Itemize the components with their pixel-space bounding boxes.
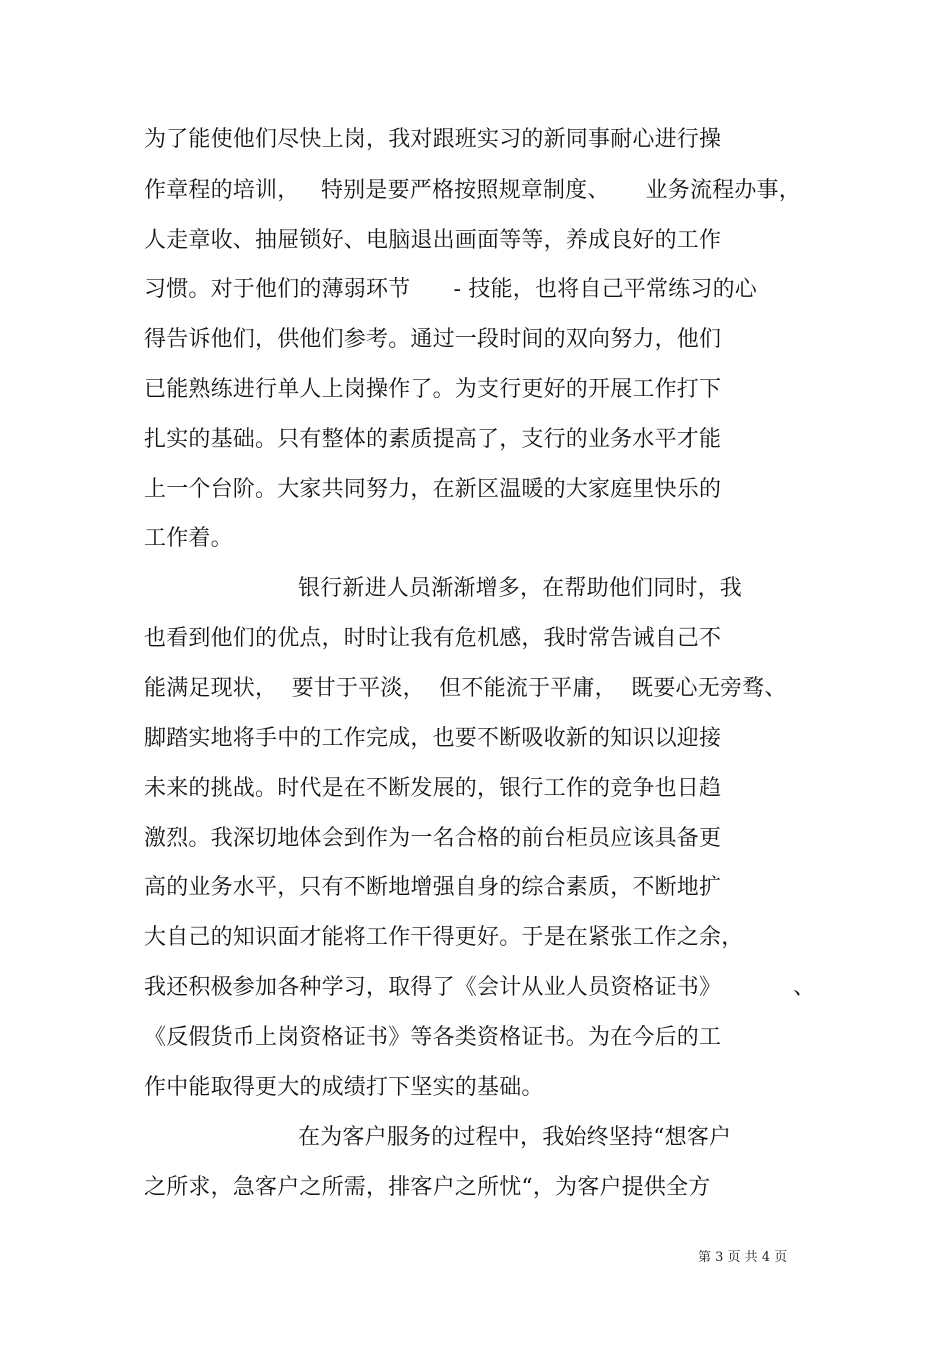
paragraph-1-line-2: 作章程的培训， 特别是要严格按照规章制度、 业务流程办事， <box>144 178 801 203</box>
paragraph-1-line-4: 习惯。对于他们的薄弱环节 - 技能，也将自己平常练习的心 <box>144 277 757 302</box>
paragraph-2-line-7: 高的业务水平，只有不断地增强自身的综合素质，不断地扩 <box>144 875 722 900</box>
paragraph-3-line-2: 之所求，急客户之所需，排客户之所忧“，为客户提供全方 <box>144 1175 711 1200</box>
paragraph-1-line-5: 得告诉他们，供他们参考。通过一段时间的双向努力，他们 <box>144 327 722 352</box>
paragraph-1-line-1: 为了能使他们尽快上岗，我对跟班实习的新同事耐心进行操 <box>144 127 722 152</box>
page-number-footer: 第 3 页 共 4 页 <box>698 1250 788 1265</box>
paragraph-1-line-7: 扎实的基础。只有整体的素质提高了，支行的业务水平才能 <box>144 427 722 452</box>
paragraph-2-line-9: 我还积极参加各种学习，取得了《会计从业人员资格证书》 、 <box>144 975 816 1000</box>
paragraph-2-line-8: 大自己的知识面才能将工作干得更好。于是在紧张工作之余， <box>144 925 744 950</box>
paragraph-3-line-1: 在为客户服务的过程中，我始终坚持“想客户 <box>298 1125 732 1150</box>
paragraph-2-line-6: 激烈。我深切地体会到作为一名合格的前台柜员应该具备更 <box>144 826 722 851</box>
paragraph-2-line-11: 作中能取得更大的成绩打下坚实的基础。 <box>144 1075 544 1100</box>
paragraph-2-line-5: 未来的挑战。时代是在不断发展的，银行工作的竞争也日趋 <box>144 776 722 801</box>
paragraph-1-line-3: 人走章收、抽屉锁好、电脑退出画面等等，养成良好的工作 <box>144 228 722 253</box>
paragraph-1-line-6: 已能熟练进行单人上岗操作了。为支行更好的开展工作打下 <box>144 377 722 402</box>
paragraph-2-line-3: 能满足现状， 要甘于平淡， 但不能流于平庸， 既要心无旁骛、 <box>144 676 787 701</box>
paragraph-2-line-2: 也看到他们的优点，时时让我有危机感，我时常告诫自己不 <box>144 626 722 651</box>
paragraph-2-line-4: 脚踏实地将手中的工作完成，也要不断吸收新的知识以迎接 <box>144 726 722 751</box>
paragraph-1-line-9: 工作着。 <box>144 526 233 551</box>
paragraph-1-line-8: 上一个台阶。大家共同努力，在新区温暖的大家庭里快乐的 <box>144 477 722 502</box>
paragraph-2-line-10: 《反假货币上岗资格证书》等各类资格证书。为在今后的工 <box>144 1025 722 1050</box>
paragraph-2-line-1: 银行新进人员渐渐增多，在帮助他们同时，我 <box>298 576 743 601</box>
